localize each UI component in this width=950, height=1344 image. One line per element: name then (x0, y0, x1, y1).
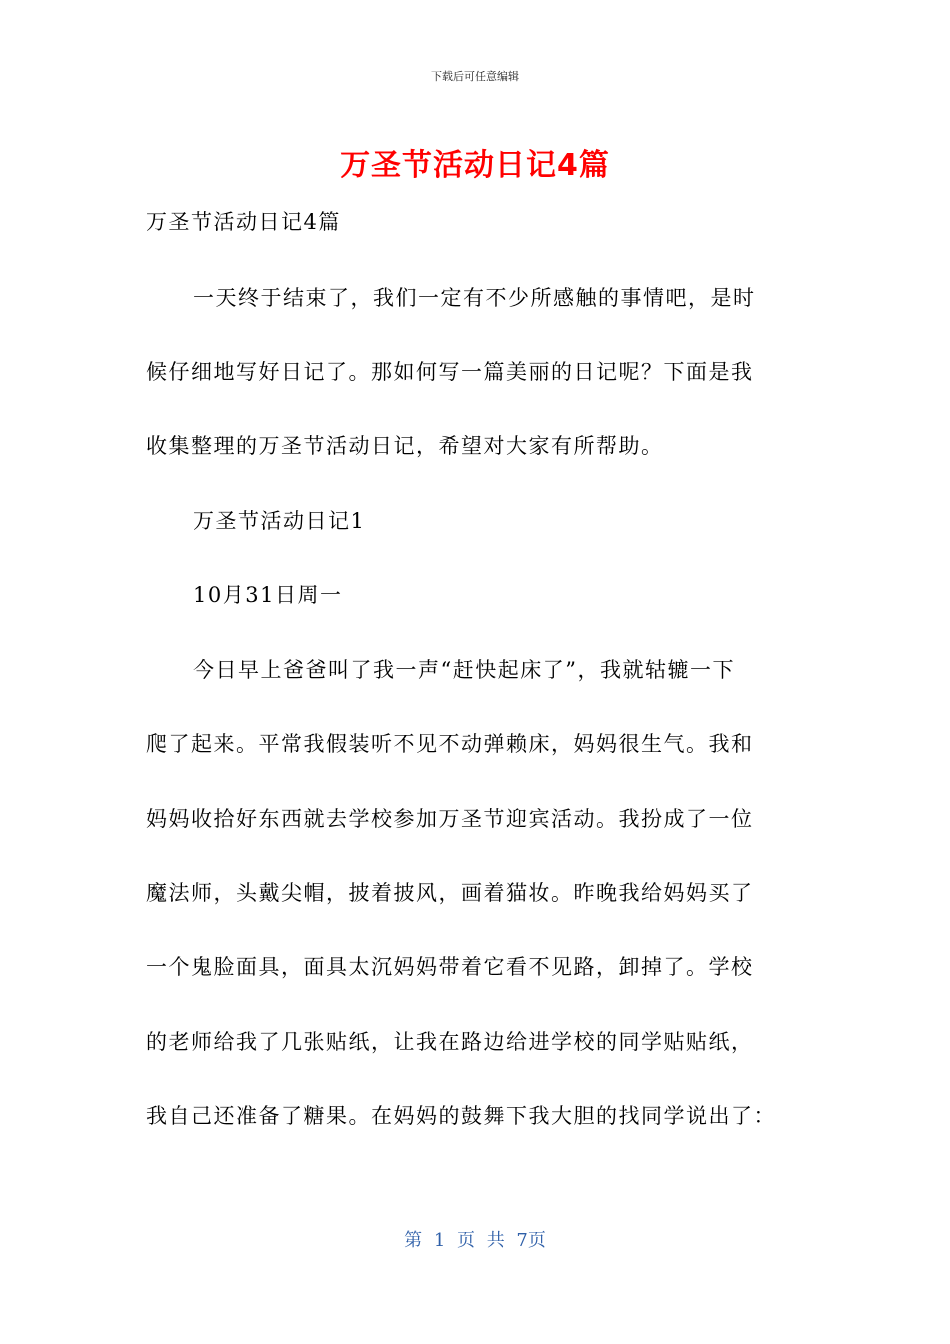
entry-line-6: 的老师给我了几张贴纸，让我在路边给进学校的同学贴贴纸， (146, 1030, 754, 1054)
entry-line-1: 今日早上爸爸叫了我一声“赶快起床了”，我就轱辘一下 (193, 658, 735, 682)
entry-line-3: 妈妈收拾好东西就去学校参加万圣节迎宾活动。我扮成了一位 (146, 807, 754, 831)
section-heading: 万圣节活动日记1 (193, 509, 366, 533)
entry-line-2: 爬了起来。平常我假装听不见不动弹赖床，妈妈很生气。我和 (146, 732, 754, 756)
subtitle-line: 万圣节活动日记4篇 (146, 210, 341, 234)
date-line: 10月31日周一 (193, 583, 343, 607)
page-number-footer: 第 1 页 共 7页 (404, 1230, 546, 1251)
header-note: 下载后可任意编辑 (431, 70, 519, 83)
entry-line-5: 一个鬼脸面具，面具太沉妈妈带着它看不见路，卸掉了。学校 (146, 955, 754, 979)
document-title: 万圣节活动日记4篇 (340, 148, 610, 183)
entry-line-4: 魔法师，头戴尖帽，披着披风，画着猫妆。昨晚我给妈妈买了 (146, 881, 754, 905)
intro-line-1: 一天终于结束了，我们一定有不少所感触的事情吧，是时 (193, 286, 756, 310)
intro-line-3: 收集整理的万圣节活动日记，希望对大家有所帮助。 (146, 434, 664, 458)
intro-line-2: 候仔细地写好日记了。那如何写一篇美丽的日记呢？下面是我 (146, 360, 754, 384)
entry-line-7: 我自己还准备了糖果。在妈妈的鼓舞下我大胆的找同学说出了： (146, 1104, 776, 1128)
